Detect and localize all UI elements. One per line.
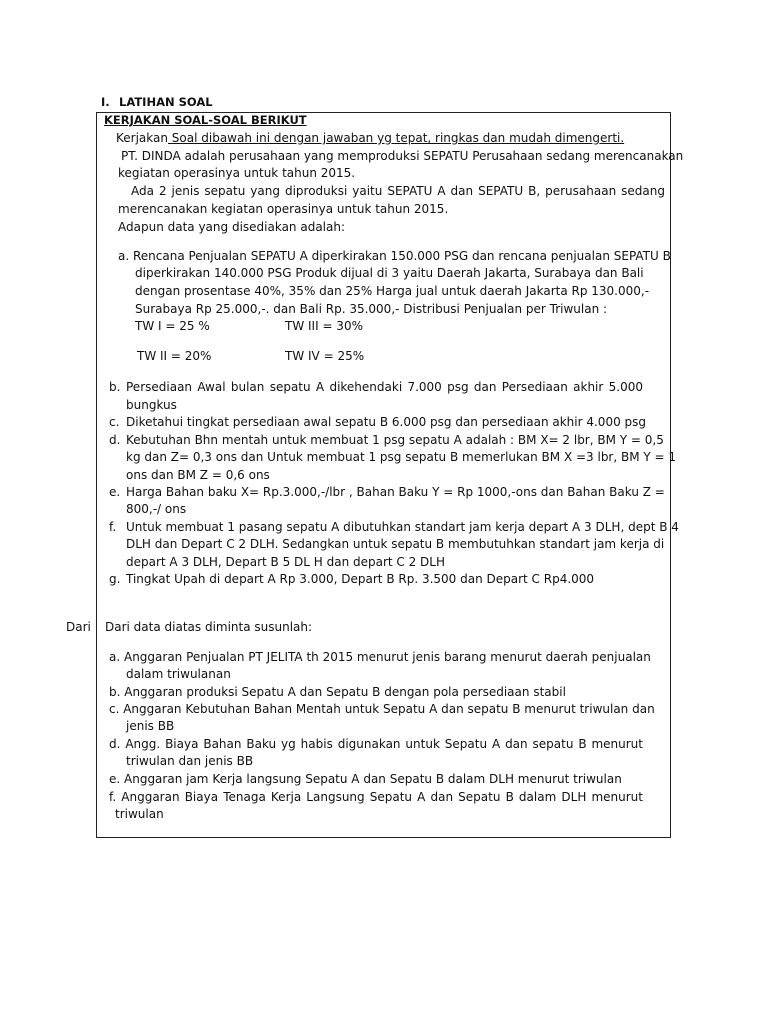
request-a-line-2: dalam triwulanan <box>126 667 231 681</box>
item-d-label: d. <box>109 433 121 447</box>
item-d-line-3: ons dan BM Z = 0,6 ons <box>126 468 270 482</box>
section-title: LATIHAN SOAL <box>119 95 213 109</box>
item-d-line-1: Kebutuhan Bhn mentah untuk membuat 1 psg sepatu A adalah : BM X= 2 lbr, BM Y = 0,5 <box>126 433 664 447</box>
request-b-line-1: b. Anggaran produksi Sepatu A dan Sepatu B dengan pola persediaan stabil <box>109 685 566 699</box>
item-f-line-2: DLH dan Depart C 2 DLH. Sedangkan untuk sepatu B membutuhkan standart jam kerja di <box>126 537 665 551</box>
box-title: KERJAKAN SOAL-SOAL BERIKUT <box>104 113 307 127</box>
item-c-label: c. <box>109 415 120 429</box>
intro-line-4: merencanakan kegiatan operasinya untuk tahun 2015. <box>118 202 449 216</box>
item-e-label: e. <box>109 485 121 499</box>
instruction <box>116 130 624 147</box>
item-c-line-1: Diketahui tingkat persediaan awal sepatu B 6.000 psg dan persediaan akhir 4.000 psg <box>126 415 647 429</box>
triwulan-3: TW III = 30% <box>285 319 363 333</box>
request-d-line-1: d. Angg. Biaya Bahan Baku yg habis digunakan untuk Sepatu A dan sepatu B menurut <box>109 737 643 751</box>
triwulan-4: TW IV = 25% <box>285 349 365 363</box>
intro-line-5: Adapun data yang disediakan adalah: <box>118 220 346 234</box>
item-d-line-2: kg dan Z= 0,3 ons dan Untuk membuat 1 psg sepatu B memerlukan BM X =3 lbr, BM Y = 1 <box>126 450 677 464</box>
triwulan-2: TW II = 20% <box>137 349 212 363</box>
instruction-underlined: Soal dibawah ini dengan jawaban yg tepat, ringkas dan mudah dimengerti. <box>167 131 625 145</box>
request-f-line-1: f. Anggaran Biaya Tenaga Kerja Langsung Sepatu A dan Sepatu B dalam DLH menurut <box>109 790 643 804</box>
item-b-label: b. <box>109 380 121 394</box>
request-c-line-2: jenis BB <box>126 719 175 733</box>
item-a-line-3: dengan prosentase 40%, 35% dan 25% Harga jual untuk daerah Jakarta Rp 130.000,- <box>135 284 650 298</box>
instruction-prefix: Kerjakan <box>116 131 168 145</box>
intro-line-1: PT. DINDA adalah perusahaan yang memproduksi SEPATU Perusahaan sedang merencanakan <box>121 149 684 163</box>
margin-label: Dari <box>66 620 91 634</box>
item-a-line-2: diperkirakan 140.000 PSG Produk dijual di 3 yaitu Daerah Jakarta, Surabaya dan Bali <box>135 266 644 280</box>
section-number: I. <box>101 95 110 109</box>
intro-line-2: kegiatan operasinya untuk tahun 2015. <box>118 166 356 180</box>
intro-line-3: Ada 2 jenis sepatu yang diproduksi yaitu SEPATU A dan SEPATU B, perusahaan sedang <box>131 184 665 198</box>
item-a-line-4: Surabaya Rp 25.000,-. dan Bali Rp. 35.000,- Distribusi Penjualan per Triwulan : <box>135 302 608 316</box>
request-e-line-1: e. Anggaran jam Kerja langsung Sepatu A dan Sepatu B dalam DLH menurut triwulan <box>109 772 622 786</box>
item-f-label: f. <box>109 520 117 534</box>
request-a-line-1: a. Anggaran Penjualan PT JELITA th 2015 menurut jenis barang menurut daerah penjualan <box>109 650 651 664</box>
item-e-line-1: Harga Bahan baku X= Rp.3.000,-/lbr , Bahan Baku Y = Rp 1000,-ons dan Bahan Baku Z = <box>126 485 665 499</box>
item-b-line-1: Persediaan Awal bulan sepatu A dikehendaki 7.000 psg dan Persediaan akhir 5.000 <box>126 380 643 394</box>
item-e-line-2: 800,-/ ons <box>126 502 187 516</box>
request-c-line-1: c. Anggaran Kebutuhan Bahan Mentah untuk Sepatu A dan sepatu B menurut triwulan dan <box>109 702 655 716</box>
item-g-label: g. <box>109 572 121 586</box>
item-a-line-1: a. Rencana Penjualan SEPATU A diperkirakan 150.000 PSG dan rencana penjualan SEPATU B <box>118 249 671 263</box>
item-f-line-3: depart A 3 DLH, Depart B 5 DL H dan depart C 2 DLH <box>126 555 446 569</box>
request-d-line-2: triwulan dan jenis BB <box>126 754 254 768</box>
request-f-line-2: triwulan <box>115 807 164 821</box>
triwulan-1: TW I = 25 % <box>135 319 210 333</box>
item-g-line-1: Tingkat Upah di depart A Rp 3.000, Depart B Rp. 3.500 dan Depart C Rp4.000 <box>126 572 595 586</box>
request-title: Dari data diatas diminta susunlah: <box>105 620 313 634</box>
item-b-line-2: bungkus <box>126 398 177 412</box>
item-f-line-1: Untuk membuat 1 pasang sepatu A dibutuhkan standart jam kerja depart A 3 DLH, dept B 4 <box>126 520 679 534</box>
